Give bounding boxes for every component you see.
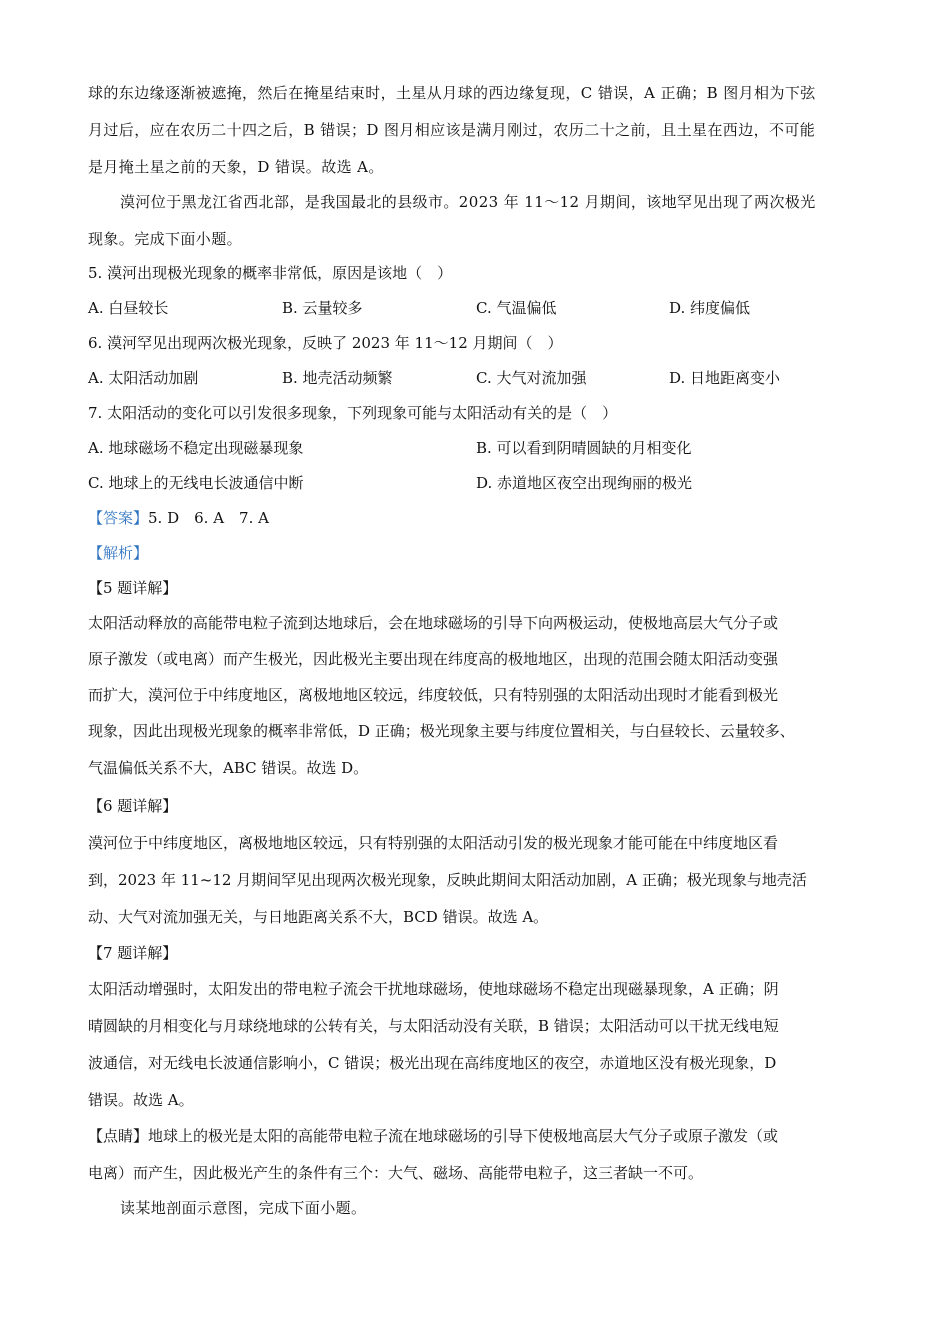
detail-6-heading: 【6 题详解】 [88,797,178,815]
question-6-stem: 6. 漠河罕见出现两次极光现象，反映了 2023 年 11～12 月期间（ ） [88,334,563,352]
question-6-option-b: B. 地壳活动频繁 [282,369,393,387]
detail-7-line-1: 太阳活动增强时，太阳发出的带电粒子流会干扰地球磁场，使地球磁场不稳定出现磁暴现象，A 正确；阴 [88,980,779,998]
question-7-option-b: B. 可以看到阴晴圆缺的月相变化 [476,439,692,457]
detail-5-line-5: 气温偏低关系不大，ABC 错误。故选 D。 [88,759,369,777]
question-5-option-a: A. 白昼较长 [88,299,169,317]
intro-line-1: 漠河位于黑龙江省西北部，是我国最北的县级市。2023 年 11～12 月期间，该地罕见出现了两次极光 [120,193,816,211]
analysis-tag: 【解析】 [88,544,149,562]
next-question-intro: 读某地剖面示意图，完成下面小题。 [120,1199,367,1217]
comment-tag: 【点睛】 [88,1127,149,1145]
prev-passage-line-1: 球的东边缘逐渐被遮掩，然后在掩星结束时，土星从月球的西边缘复现，C 错误，A 正确；B 图月相为下弦 [88,84,816,102]
intro-line-2: 现象。完成下面小题。 [88,230,243,248]
question-7-stem: 7. 太阳活动的变化可以引发很多现象，下列现象可能与太阳活动有关的是（ ） [88,404,618,422]
detail-7-line-3: 波通信，对无线电长波通信影响小，C 错误；极光出现在高纬度地区的夜空，赤道地区没有极光现象，D [88,1054,777,1072]
detail-5-line-3: 而扩大，漠河位于中纬度地区，离极地地区较远，纬度较低，只有特别强的太阳活动出现时才能看到极光 [88,686,779,704]
detail-6-line-3: 动、大气对流加强无关，与日地距离关系不大，BCD 错误。故选 A。 [88,908,549,926]
question-7-option-a: A. 地球磁场不稳定出现磁暴现象 [88,439,304,457]
detail-5-line-4: 现象，因此出现极光现象的概率非常低，D 正确；极光现象主要与纬度位置相关，与白昼较长、云量较多、 [88,722,795,740]
question-6-option-c: C. 大气对流加强 [476,369,587,387]
question-5-option-c: C. 气温偏低 [476,299,557,317]
detail-7-line-2: 晴圆缺的月相变化与月球绕地球的公转有关，与太阳活动没有关联，B 错误；太阳活动可以干扰无线电短 [88,1017,779,1035]
answer-line [88,507,868,529]
answer-text: 5. D 6. A 7. A [148,509,269,527]
prev-passage-line-3: 是月掩土星之前的天象，D 错误。故选 A。 [88,158,384,176]
comment-line-1 [88,1125,868,1147]
question-5-option-d: D. 纬度偏低 [669,299,751,317]
question-5-option-b: B. 云量较多 [282,299,363,317]
detail-5-line-1: 太阳活动释放的高能带电粒子流到达地球后，会在地球磁场的引导下向两极运动，使极地高层大气分子或 [88,614,779,632]
answer-tag: 【答案】 [88,509,149,527]
detail-5-line-2: 原子激发（或电离）而产生极光，因此极光主要出现在纬度高的极地地区，出现的范围会随太阳活动变强 [88,650,779,668]
prev-passage-line-2: 月过后，应在农历二十四之后，B 错误；D 图月相应该是满月刚过，农历二十之前，且土星在西边，不可能 [88,121,816,139]
question-7-option-d: D. 赤道地区夜空出现绚丽的极光 [476,474,693,492]
question-7-option-c: C. 地球上的无线电长波通信中断 [88,474,304,492]
question-5-stem: 5. 漠河出现极光现象的概率非常低，原因是该地（ ） [88,264,453,282]
question-6-option-a: A. 太阳活动加剧 [88,369,199,387]
comment-line-2: 电离）而产生，因此极光产生的条件有三个：大气、磁场、高能带电粒子，这三者缺一不可。 [88,1164,704,1182]
detail-7-line-4: 错误。故选 A。 [88,1091,194,1109]
detail-6-line-2: 到，2023 年 11~12 月期间罕见出现两次极光现象，反映此期间太阳活动加剧，A 正确；极光现象与地壳活 [88,871,807,889]
comment-text-1: 地球上的极光是太阳的高能带电粒子流在地球磁场的引导下使极地高层大气分子或原子激发（或 [148,1127,779,1145]
detail-6-line-1: 漠河位于中纬度地区，离极地地区较远，只有特别强的太阳活动引发的极光现象才能可能在中纬度地区看 [88,834,779,852]
detail-5-heading: 【5 题详解】 [88,579,178,597]
question-6-option-d: D. 日地距离变小 [669,369,781,387]
detail-7-heading: 【7 题详解】 [88,944,178,962]
